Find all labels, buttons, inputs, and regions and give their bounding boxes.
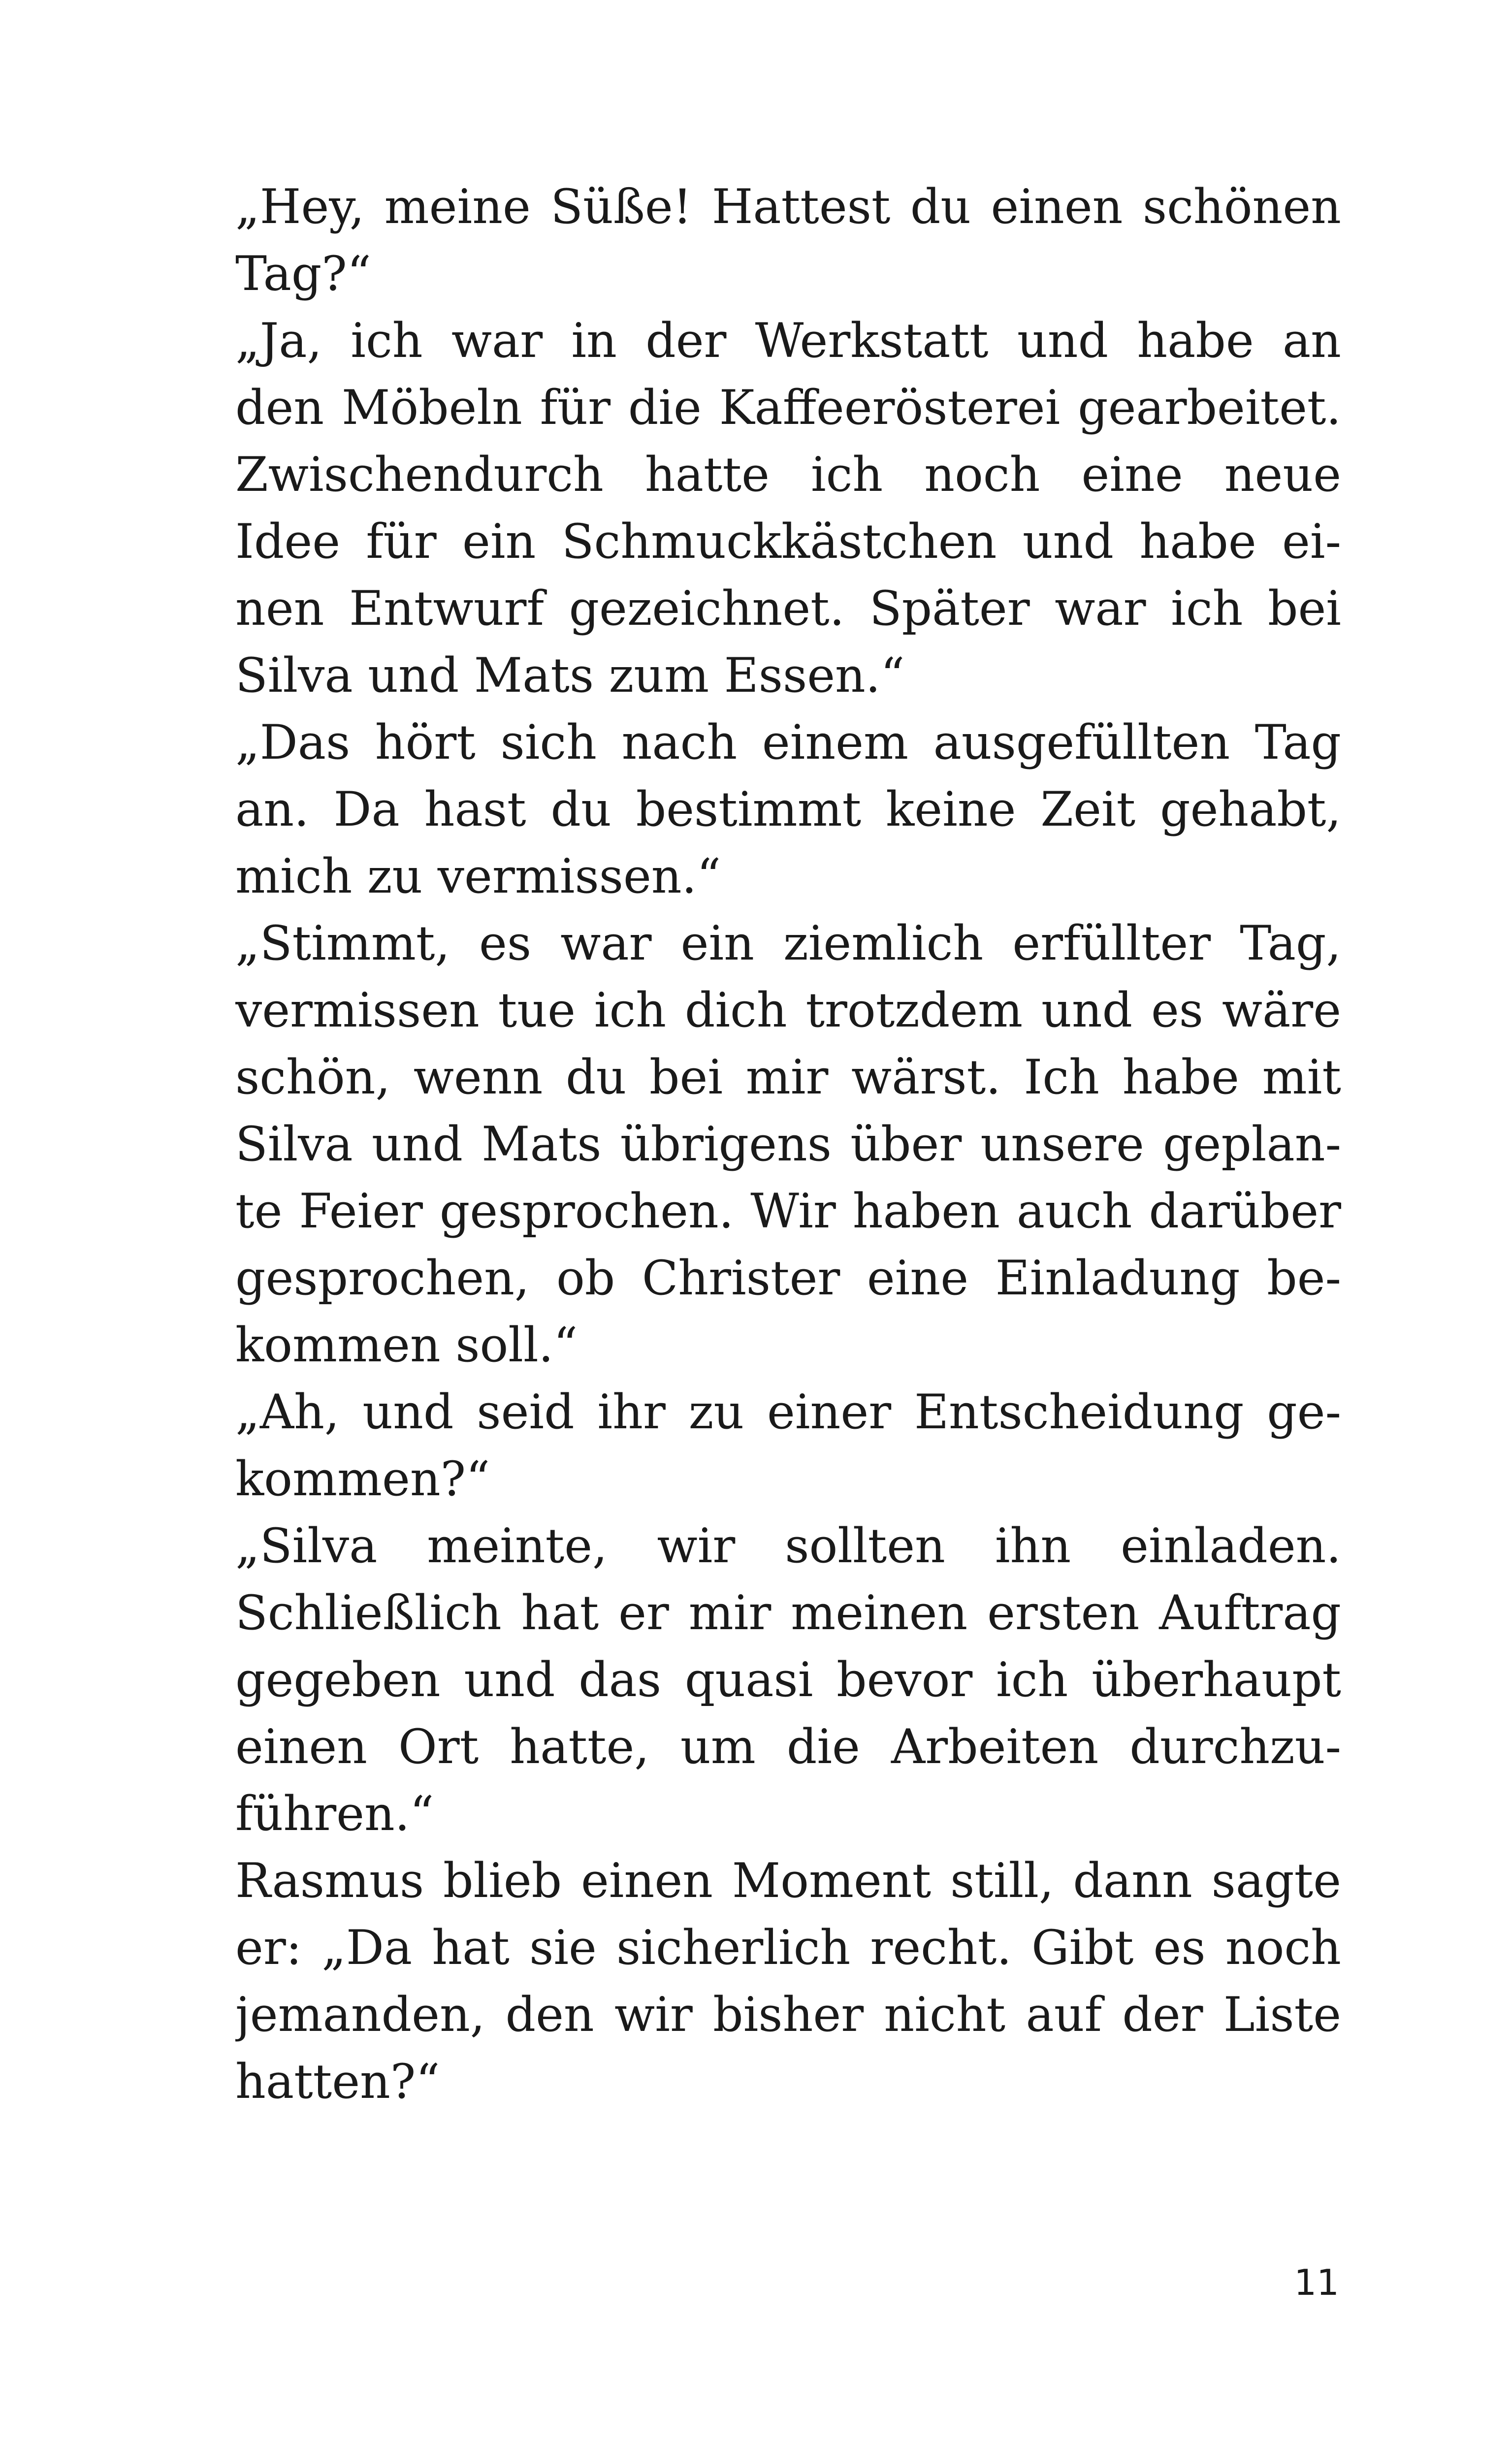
text-line: hatten?“ <box>235 2054 440 2109</box>
text-line: vermissen tue ich dich trotzdem und es wäre <box>235 983 1341 1038</box>
text-line: Silva und Mats zum Essen.“ <box>235 648 905 703</box>
text-line: mich zu vermissen.“ <box>235 849 721 904</box>
text-line: „Das hört sich nach einem ausgefüllten Tag <box>235 715 1341 770</box>
text-line: „Ja, ich war in der Werkstatt und habe an <box>235 313 1341 368</box>
text-line: gegeben und das quasi bevor ich überhaupt <box>235 1652 1341 1707</box>
text-line: führen.“ <box>235 1786 434 1841</box>
text-line: te Feier gesprochen. Wir haben auch darüber <box>235 1184 1341 1239</box>
text-line: einen Ort hatte, um die Arbeiten durchzu- <box>235 1719 1341 1774</box>
text-line: Silva und Mats übrigens über unsere geplan- <box>235 1117 1341 1172</box>
text-line: jemanden, den wir bisher nicht auf der Liste <box>235 1987 1341 2042</box>
text-line: gesprochen, ob Christer eine Einladung be- <box>235 1251 1341 1306</box>
text-line: Rasmus blieb einen Moment still, dann sagte <box>235 1853 1341 1908</box>
text-line: nen Entwurf gezeichnet. Später war ich bei <box>235 581 1341 636</box>
text-line: „Hey, meine Süße! Hattest du einen schönen <box>235 179 1341 234</box>
text-line: den Möbeln für die Kaffeerösterei gearbeitet. <box>235 380 1341 435</box>
page-number: 11 <box>1294 2262 1339 2303</box>
text-line: schön, wenn du bei mir wärst. Ich habe mit <box>235 1050 1341 1105</box>
text-line: „Silva meinte, wir sollten ihn einladen. <box>235 1518 1341 1574</box>
text-line: an. Da hast du bestimmt keine Zeit gehabt, <box>235 782 1341 837</box>
text-line: „Ah, und seid ihr zu einer Entscheidung ge- <box>235 1384 1341 1440</box>
text-line: Zwischendurch hatte ich noch eine neue <box>235 447 1341 502</box>
text-line: Idee für ein Schmuckkästchen und habe ei- <box>235 514 1341 569</box>
text-line: kommen soll.“ <box>235 1318 578 1373</box>
text-line: kommen?“ <box>235 1451 490 1507</box>
text-line: er: „Da hat sie sicherlich recht. Gibt es noch <box>235 1920 1341 1975</box>
text-line: Schließlich hat er mir meinen ersten Auftrag <box>235 1585 1341 1640</box>
body-text <box>235 173 1341 2115</box>
text-line: Tag?“ <box>235 246 371 301</box>
text-line: „Stimmt, es war ein ziemlich erfüllter Tag, <box>235 916 1341 971</box>
